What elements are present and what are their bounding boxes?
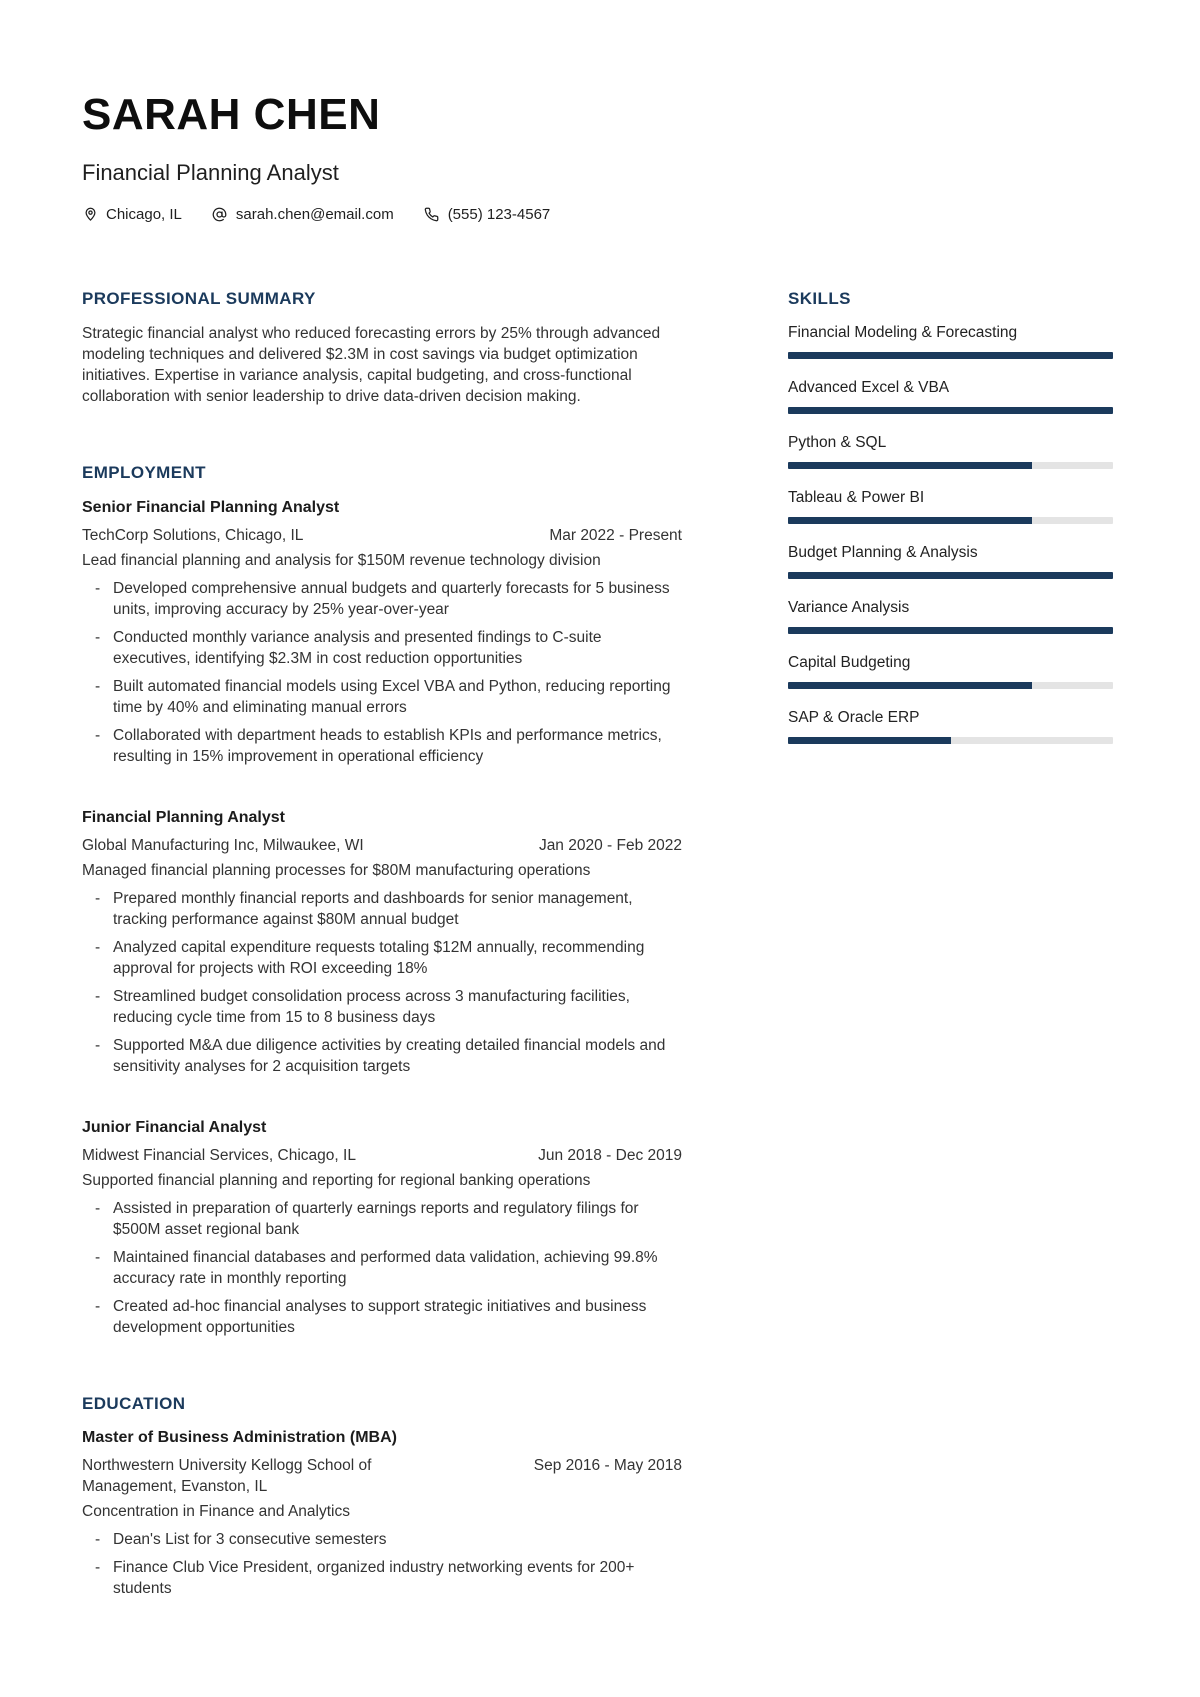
skill-label: Budget Planning & Analysis (788, 544, 978, 562)
bullet-dash (95, 627, 113, 669)
skill-label: Python & SQL (788, 434, 887, 452)
bullet-item (82, 1296, 682, 1338)
bullet-text: Prepared monthly financial reports and dashboards for senior management, tracking performance against $80M annual budget (113, 889, 633, 928)
education-detail: Concentration in Finance and Analytics (82, 1503, 350, 1521)
section-professional-summary (82, 289, 682, 408)
bullet-item (82, 1529, 682, 1550)
skill-label: Variance Analysis (788, 599, 910, 617)
education-bullets (82, 1529, 682, 1599)
phone-icon (424, 206, 440, 222)
skill-bar-track (788, 682, 1113, 689)
section-education (82, 1394, 682, 1600)
skill-label: SAP & Oracle ERP (788, 709, 920, 727)
skill-item (788, 433, 1113, 469)
bullet-item (82, 937, 682, 979)
bullet-dash (95, 1296, 113, 1338)
degree-title: Master of Business Administration (MBA) (82, 1429, 397, 1447)
bullet-text: Dean's List for 3 consecutive semesters (113, 1531, 387, 1549)
job-meta (82, 1145, 682, 1166)
job-bullets (82, 888, 682, 1077)
bullet-text: Analyzed capital expenditure requests totaling $12M annually, recommending approval for projects with ROI exceeding 18% (113, 938, 645, 977)
bullet-item (82, 1198, 682, 1240)
bullet-text: Maintained financial databases and performed data validation, achieving 99.8% accuracy rate in monthly reporting (113, 1248, 658, 1287)
bullet-item (82, 888, 682, 930)
skill-bar-fill (788, 407, 1113, 414)
skill-item (788, 598, 1113, 634)
job-company: TechCorp Solutions, Chicago, IL (82, 526, 304, 544)
contact-phone-text: (555) 123-4567 (447, 205, 551, 223)
job-summary: Supported financial planning and reporting for regional banking operations (82, 1171, 591, 1189)
job-meta (82, 525, 682, 546)
job-dates: Mar 2022 - Present (549, 526, 682, 544)
summary-text: Strategic financial analyst who reduced forecasting errors by 25% through advanced modeling techniques and delivered $2.3M in cost savings via budget optimization initiatives. Expertise in variance analysis, capital budgeting, and cross-functional collaboration with senior leadership to drive data-driven decision making. (82, 325, 661, 406)
skill-label: Tableau & Power BI (788, 489, 925, 507)
bullet-dash (95, 937, 113, 979)
bullet-item (82, 1247, 682, 1289)
skill-bar-fill (788, 352, 1113, 359)
skill-bar-track (788, 517, 1113, 524)
bullet-dash (95, 986, 113, 1028)
bullet-item (82, 986, 682, 1028)
candidate-name: SARAH CHEN (82, 90, 381, 139)
bullet-text: Streamlined budget consolidation process across 3 manufacturing facilities, reducing cycle time from 15 to 8 business days (113, 987, 630, 1026)
bullet-item (82, 676, 682, 718)
section-heading-education: EDUCATION (82, 1393, 186, 1413)
skill-item (788, 653, 1113, 689)
bullet-dash (95, 676, 113, 718)
section-employment (82, 463, 682, 1338)
skill-bar-fill (788, 517, 1032, 524)
contact-location (82, 206, 182, 223)
bullet-text: Conducted monthly variance analysis and presented findings to C-suite executives, identifying $2.3M in cost reduction opportunities (113, 628, 602, 667)
bullet-dash (95, 1035, 113, 1077)
job-title: Junior Financial Analyst (82, 1118, 267, 1136)
bullet-dash (95, 1198, 113, 1240)
education-entry (82, 1428, 682, 1599)
bullet-text: Built automated financial models using Excel VBA and Python, reducing reporting time by 40% and eliminating manual errors (113, 677, 671, 716)
skill-label: Financial Modeling & Forecasting (788, 324, 1018, 342)
bullet-item (82, 627, 682, 669)
skill-bar-track (788, 352, 1113, 359)
bullet-item (82, 1557, 682, 1599)
education-dates: Sep 2016 - May 2018 (533, 1457, 682, 1475)
bullet-item (82, 725, 682, 767)
skill-item (788, 378, 1113, 414)
job-entry (82, 498, 682, 767)
contact-email (212, 206, 394, 223)
skill-bar-fill (788, 627, 1113, 634)
job-title: Senior Financial Planning Analyst (82, 498, 340, 516)
contact-location-text: Chicago, IL (106, 205, 182, 223)
skill-label: Advanced Excel & VBA (788, 379, 950, 397)
skill-bar-fill (788, 462, 1032, 469)
job-bullets (82, 1198, 682, 1338)
bullet-text: Assisted in preparation of quarterly earnings reports and regulatory filings for $500M asset regional bank (113, 1199, 639, 1238)
content-columns (82, 289, 1113, 1600)
job-dates: Jun 2018 - Dec 2019 (538, 1146, 682, 1164)
bullet-text: Collaborated with department heads to establish KPIs and performance metrics, resulting in 15% improvement in operational efficiency (113, 726, 662, 765)
skill-bar-track (788, 462, 1113, 469)
job-company: Midwest Financial Services, Chicago, IL (82, 1146, 356, 1164)
skill-bar-track (788, 572, 1113, 579)
bullet-dash (95, 888, 113, 930)
candidate-title: Financial Planning Analyst (82, 160, 339, 186)
job-dates: Jan 2020 - Feb 2022 (538, 836, 682, 854)
job-company: Global Manufacturing Inc, Milwaukee, WI (82, 836, 364, 854)
bullet-dash (95, 1529, 113, 1550)
bullet-item (82, 1035, 682, 1077)
section-heading-summary: PROFESSIONAL SUMMARY (82, 288, 316, 308)
job-bullets (82, 578, 682, 767)
contact-phone (424, 206, 551, 223)
skill-label: Capital Budgeting (788, 654, 911, 672)
skill-bar-fill (788, 682, 1032, 689)
bullet-dash (95, 578, 113, 620)
job-meta (82, 835, 682, 856)
location-pin-icon (82, 206, 98, 222)
school-name: Northwestern University Kellogg School of Management, Evanston, IL (82, 1457, 372, 1496)
bullet-dash (95, 1247, 113, 1289)
skill-item (788, 323, 1113, 359)
job-title: Financial Planning Analyst (82, 808, 285, 826)
skill-bar-fill (788, 572, 1113, 579)
skill-item (788, 488, 1113, 524)
skills-sidebar (788, 289, 1113, 1600)
bullet-text: Finance Club Vice President, organized industry networking events for 200+ students (113, 1559, 635, 1598)
education-meta (82, 1455, 682, 1497)
main-column (82, 289, 682, 1600)
job-summary: Managed financial planning processes for $80M manufacturing operations (82, 861, 591, 879)
at-sign-icon (212, 206, 228, 222)
skill-bar-track (788, 737, 1113, 744)
bullet-text: Supported M&A due diligence activities by creating detailed financial models and sensitivity analyses for 2 acquisition targets (113, 1036, 666, 1075)
bullet-dash (95, 1557, 113, 1599)
contact-email-text: sarah.chen@email.com (235, 205, 394, 223)
skill-bar-track (788, 627, 1113, 634)
job-summary: Lead financial planning and analysis for $150M revenue technology division (82, 551, 601, 569)
skill-item (788, 543, 1113, 579)
skill-bar-fill (788, 737, 951, 744)
bullet-item (82, 578, 682, 620)
skill-item (788, 708, 1113, 744)
bullet-text: Created ad-hoc financial analyses to support strategic initiatives and business development opportunities (113, 1297, 647, 1336)
section-heading-skills: SKILLS (788, 288, 851, 308)
bullet-text: Developed comprehensive annual budgets and quarterly forecasts for 5 business units, improving accuracy by 25% year-over-year (113, 579, 670, 618)
skill-bar-track (788, 407, 1113, 414)
section-heading-employment: EMPLOYMENT (82, 463, 206, 483)
job-entry (82, 1118, 682, 1338)
header (82, 92, 1113, 223)
contact-row (82, 206, 1113, 223)
bullet-dash (95, 725, 113, 767)
job-entry (82, 808, 682, 1077)
